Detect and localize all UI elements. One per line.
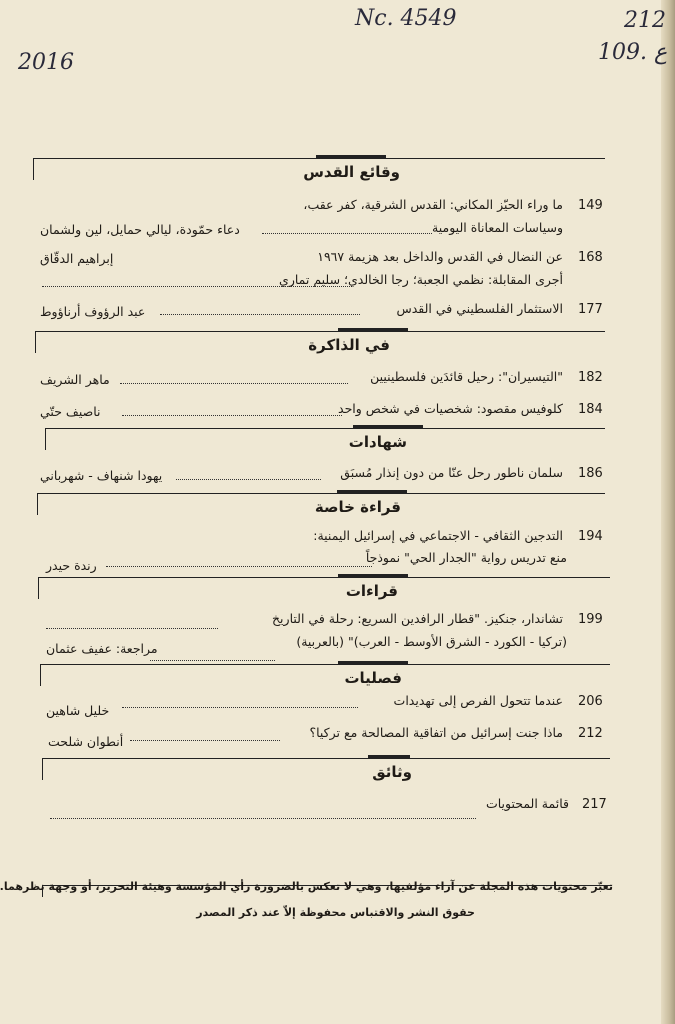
entry-author: عبد الرؤوف أرناؤوط	[40, 304, 146, 319]
entry-page-number: 194	[578, 529, 603, 544]
section-title: فصليات	[344, 669, 402, 687]
section-title: وثائق	[372, 763, 412, 781]
entry-page-number: 184	[578, 402, 603, 417]
section-title: في الذاكرة	[308, 336, 390, 354]
section-title: قراءات	[345, 582, 398, 600]
entry-author: أنطوان شلحت	[48, 734, 124, 749]
entry-author: دعاء حمّودة، ليالي حمايل، لين ولشمان	[40, 222, 240, 237]
entry-title: كلوفيس مقصود: شخصيات في شخص واحد	[338, 401, 563, 416]
entry-page-number: 182	[578, 370, 603, 385]
entry-title: ما وراء الحيّز المكاني: القدس الشرقية، كفر عقب،	[303, 197, 563, 212]
entry-author: إبراهيم الدقّاق	[40, 251, 114, 266]
section-header	[45, 428, 605, 450]
leader-dots	[50, 818, 476, 819]
section-header	[38, 577, 610, 599]
entry-title-line2: (تركيا - الكورد - الشرق الأوسط - العرب)" (بالعربية)	[296, 634, 567, 649]
leader-dots	[122, 707, 358, 708]
entry-page-number: 206	[578, 694, 603, 709]
leader-dots	[130, 740, 280, 741]
leader-dots	[122, 415, 342, 416]
entry-title-line2: منع تدريس رواية "الجدار الحي" نموذجاً	[365, 550, 567, 565]
entry-title: الاستثمار الفلسطيني في القدس	[396, 301, 563, 316]
entry-title: تشاندار، جنكيز. "قطار الرافدين السريع: رحلة في التاريخ	[271, 611, 563, 626]
leader-dots	[106, 566, 372, 567]
handwritten-top-right-note: 212	[624, 8, 666, 33]
handwritten-year: 2016	[18, 50, 74, 75]
section-title: شهادات	[348, 433, 407, 451]
entry-title: قائمة المحتويات	[485, 796, 569, 811]
leader-dots	[176, 479, 321, 480]
entry-page-number: 217	[582, 797, 607, 812]
entry-author: ماهر الشريف	[40, 372, 110, 387]
handwritten-accession-number: Nc. 4549	[355, 6, 457, 31]
section-title: وقائع القدس	[303, 163, 400, 181]
leader-dots	[262, 233, 432, 234]
entry-interviewers: أجرى المقابلة: نظمي الجعبة؛ رجا الخالدي؛ سليم تماري	[279, 272, 563, 287]
entry-title: التدجين الثقافي - الاجتماعي في إسرائيل اليمنية:	[313, 528, 563, 543]
leader-dots	[160, 314, 360, 315]
entry-page-number: 199	[578, 612, 603, 627]
entry-author: ناصيف حتّي	[40, 404, 101, 419]
entry-page-number: 177	[578, 302, 603, 317]
section-header	[35, 331, 605, 353]
handwritten-issue-number: ع .109	[598, 40, 668, 65]
footer-disclaimer: تعبّر محتويات هذه المجلة عن آراء مؤلفيها، وهي لا تعكس بالضرورة رأي المؤسسة وهيئة التحرير، أو وجهة نظرهما.	[0, 880, 613, 893]
entry-title-line2: وسياسات المعاناة اليومية	[432, 220, 563, 235]
section-header	[40, 664, 610, 686]
entry-title: "التيسيران": رحيل قائدَين فلسطينيين	[370, 369, 563, 384]
footer-copyright: حقوق النشر والاقتباس محفوظة إلاّ عند ذكر المصدر	[196, 906, 475, 919]
leader-dots	[150, 660, 275, 661]
entry-page-number: 168	[578, 250, 603, 265]
entry-author: يهودا شنهاف - شهرباني	[40, 468, 163, 483]
section-header	[42, 758, 610, 780]
entry-title: عندما تتحول الفرص إلى تهديدات	[393, 693, 563, 708]
entry-page-number: 212	[578, 726, 603, 741]
entry-page-number: 149	[578, 198, 603, 213]
entry-author: مراجعة: عفيف عثمان	[46, 641, 158, 656]
entry-title: عن النضال في القدس والداخل بعد هزيمة ١٩٦٧	[317, 249, 563, 264]
page-edge-shadow	[661, 0, 675, 1024]
leader-dots	[46, 628, 218, 629]
section-title: قراءة خاصة	[314, 498, 401, 516]
entry-title: ماذا جنت إسرائيل من اتفاقية المصالحة مع تركيا؟	[309, 725, 563, 740]
entry-page-number: 186	[578, 466, 603, 481]
section-header	[37, 493, 605, 515]
section-header	[33, 158, 605, 180]
entry-author: رندة حيدر	[46, 558, 97, 573]
entry-title: سلمان ناطور رحل عنّا من دون إنذار مُسبَق	[340, 465, 563, 480]
entry-author: خليل شاهين	[46, 703, 110, 718]
leader-dots	[120, 383, 348, 384]
